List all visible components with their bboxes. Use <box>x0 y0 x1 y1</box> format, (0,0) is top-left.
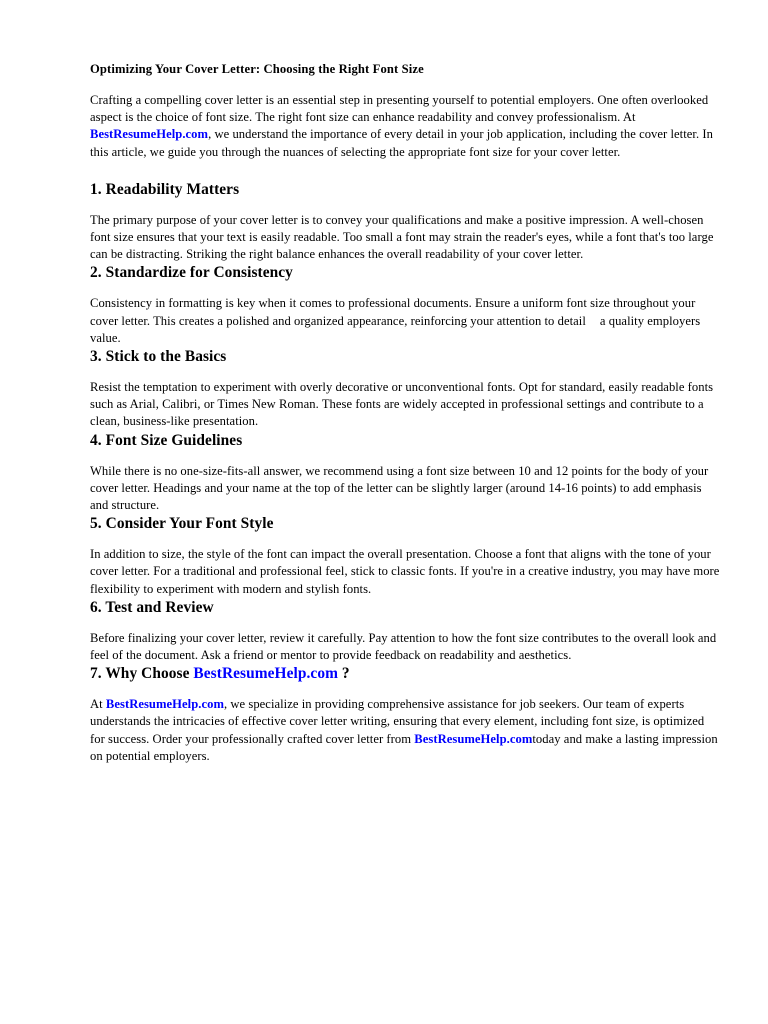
section-body-7-part2: , we specialize in providing comprehensive assistance for job seekers. Our team of experts understands the intricacies of effective cover letter writing, ensuring that every element, including font size, is optimized for success. Order your professionally crafted cover letter from <box>90 697 705 746</box>
section-body-2-part1: Consistency in formatting is key when it comes to professional documents. Ensure a uniform font size throughout your cover letter. This creates a polished and organized appearance, reinforcing your attention to detail <box>90 296 696 328</box>
section-consider-your-font-style <box>90 514 722 598</box>
section-body-2-part2: a quality employers value. <box>90 313 701 345</box>
section-why-choose-bestresumehelp <box>90 664 722 765</box>
section-body-7 <box>90 696 722 765</box>
section-heading-5: 5. Consider Your Font Style <box>90 515 274 533</box>
section-body-6: Before finalizing your cover letter, review it carefully. Pay attention to how the font size contributes to the overall look and feel of the document. Ask a friend or mentor to provide feedback on readability and aesthetics. <box>90 630 717 663</box>
brand-link-intro[interactable]: BestResumeHelp.com <box>90 127 209 142</box>
section-heading-7-prefix: 7. Why Choose <box>90 665 194 683</box>
section-stick-to-the-basics <box>90 347 722 431</box>
section-body-1: The primary purpose of your cover letter is to convey your qualifications and make a positive impression. A well-chosen font size ensures that your text is easily readable. Too small a font may strain the reader's eyes, while a font that's too large can be distracting. Striking the right balance enhances the overall readability of your cover letter. <box>90 212 714 262</box>
document-content <box>90 61 722 765</box>
page-title: Optimizing Your Cover Letter: Choosing the Right Font Size <box>90 62 424 76</box>
section-body-3: Resist the temptation to experiment with overly decorative or unconventional fonts. Opt for standard, easily readable fonts such as Arial, Calibri, or Times New Roman. These fonts are widely accepted in professional settings and contribute to a clean, business-like presentation. <box>90 380 714 429</box>
section-body-7-part3: today and make a lasting impression on potential employers. <box>90 731 718 763</box>
section-body-7-part1: At <box>90 697 106 712</box>
section-test-and-review <box>90 598 722 664</box>
section-body-2 <box>90 295 722 347</box>
section-readability-matters <box>90 180 722 264</box>
brand-link-body-second[interactable]: BestResumeHelp.com <box>414 731 533 746</box>
intro-text-part2: , we understand the importance of every detail in your job application, including the cover letter. In this article, we guide you through the nuances of selecting the appropriate font size for your cover letter. <box>90 127 713 159</box>
section-heading-3: 3. Stick to the Basics <box>90 348 227 366</box>
section-heading-2: 2. Standardize for Consistency <box>90 264 293 282</box>
section-heading-6: 6. Test and Review <box>90 598 214 616</box>
section-standardize-for-consistency <box>90 263 722 347</box>
section-body-5: In addition to size, the style of the font can impact the overall presentation. Choose a font that aligns with the tone of your cover letter. For a traditional and professional feel, stick to classic fonts. If you're in a creative industry, you may have more flexibility to experiment with modern and stylish fonts. <box>90 547 720 596</box>
section-heading-7-suffix: ? <box>338 665 350 683</box>
section-heading-4: 4. Font Size Guidelines <box>90 431 243 449</box>
section-heading-1: 1. Readability Matters <box>90 180 240 198</box>
brand-link-heading[interactable]: BestResumeHelp.com <box>193 665 338 683</box>
section-body-4: While there is no one-size-fits-all answer, we recommend using a font size between 10 and 12 points for the body of your cover letter. Headings and your name at the top of the letter can be slightly larger (around 14-16 points) to add emphasis and structure. <box>90 463 709 513</box>
brand-link-body-first[interactable]: BestResumeHelp.com <box>105 697 224 712</box>
section-heading-7 <box>90 664 722 683</box>
intro-text-part1: Crafting a compelling cover letter is an essential step in presenting yourself to potential employers. One often overlooked aspect is the choice of font size. The right font size can enhance readability and convey professionalism. At <box>90 93 709 125</box>
intro-paragraph <box>90 92 722 161</box>
section-font-size-guidelines <box>90 431 722 515</box>
